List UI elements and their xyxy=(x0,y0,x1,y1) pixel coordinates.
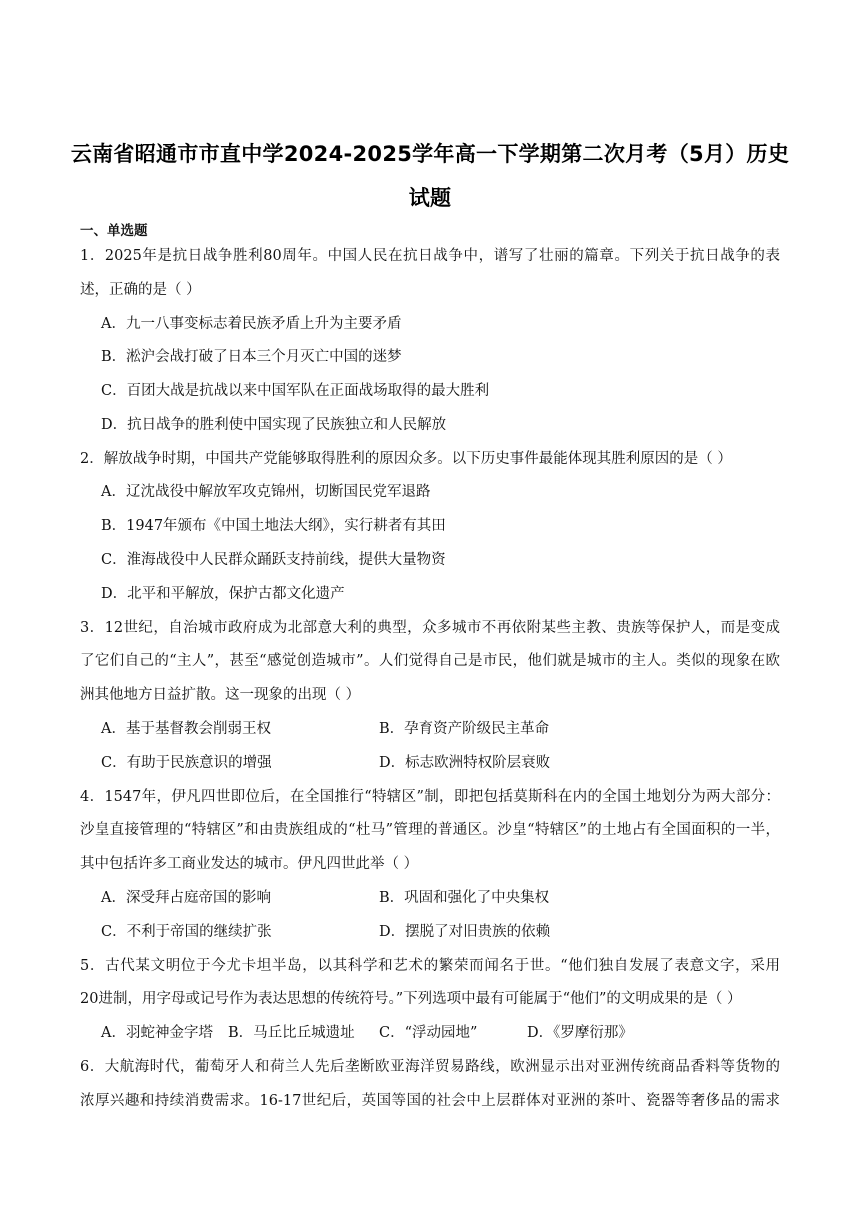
q1-option-c: C．百团大战是抗战以来中国军队在正面战场取得的最大胜利 xyxy=(101,383,490,399)
q5-stem-line-1: 5．古代某文明位于今尤卡坦半岛，以其科学和艺术的繁荣而闻名于世。“他们独自发展了表意文字，采用 xyxy=(80,958,780,974)
q5-option-b: B．马丘比丘城遗址 xyxy=(228,1025,355,1041)
q2-option-b: B．1947年颁布《中国土地法大纲》，实行耕者有其田 xyxy=(101,518,446,534)
q5-stem-line-2: 20进制，用字母或记号作为表达思想的传统符号。”下列选项中最有可能属于“他们”的文明成果的是（ ） xyxy=(80,991,742,1007)
q3-stem-line-1: 3．12世纪，自治城市政府成为北部意大利的典型，众多城市不再依附某些主教、贵族等保护人，而是变成 xyxy=(80,620,781,636)
q4-option-c: C．不利于帝国的继续扩张 xyxy=(101,924,272,940)
q4-option-a: A．深受拜占庭帝国的影响 xyxy=(101,890,271,906)
q1-stem-line-1: 1．2025年是抗日战争胜利80周年。中国人民在抗日战争中，谱写了壮丽的篇章。下列关于抗日战争的表 xyxy=(80,248,780,264)
q1-stem-line-2: 述，正确的是（ ） xyxy=(80,282,201,298)
q2-option-d: D．北平和平解放，保护古都文化遗产 xyxy=(101,586,345,602)
q6-stem-line-1: 6．大航海时代，葡萄牙人和荷兰人先后垄断欧亚海洋贸易路线，欧洲显示出对亚洲传统商品香料等货物的 xyxy=(80,1059,780,1075)
q3-option-d: D．标志欧洲特权阶层衰败 xyxy=(379,755,551,771)
q4-option-d: D．摆脱了对旧贵族的依赖 xyxy=(379,924,551,940)
q1-option-a: A．九一八事变标志着民族矛盾上升为主要矛盾 xyxy=(101,316,402,332)
q5-option-d: D．《罗摩衍那》 xyxy=(527,1025,633,1041)
q6-stem-line-2: 浓厚兴趣和持续消费需求。16-17世纪后，英国等国的社会中上层群体对亚洲的茶叶、瓷器等奢侈品的需求 xyxy=(80,1093,780,1109)
q3-option-c: C．有助于民族意识的增强 xyxy=(101,755,272,771)
q4-stem-line-1: 4．1547年，伊凡四世即位后，在全国推行“特辖区”制，即把包括莫斯科在内的全国土地划分为两大部分： xyxy=(80,789,780,805)
q2-option-a: A．辽沈战役中解放军攻克锦州，切断国民党军退路 xyxy=(101,484,431,500)
exam-title-line-1: 云南省昭通市市直中学2024-2025学年高一下学期第二次月考（5月）历史 xyxy=(70,142,790,166)
q4-stem-line-3: 其中包括许多工商业发达的城市。伊凡四世此举（ ） xyxy=(80,856,419,872)
q4-stem-line-2: 沙皇直接管理的“特辖区”和由贵族组成的“杜马”管理的普通区。沙皇“特辖区”的土地占有全国面积的一半， xyxy=(80,822,780,838)
q4-option-b: B．巩固和强化了中央集权 xyxy=(379,890,550,906)
q1-option-b: B．淞沪会战打破了日本三个月灭亡中国的迷梦 xyxy=(101,349,402,365)
q2-option-c: C．淮海战役中人民群众踊跃支持前线，提供大量物资 xyxy=(101,552,446,568)
section-heading: 一、单选题 xyxy=(80,223,148,239)
q2-stem-line-1: 2．解放战争时期，中国共产党能够取得胜利的原因众多。以下历史事件最能体现其胜利原因的是（ ） xyxy=(80,451,732,467)
q5-option-a: A．羽蛇神金字塔 xyxy=(101,1025,213,1041)
q3-stem-line-2: 了它们自己的“主人”，甚至“感觉创造城市”。人们觉得自己是市民，他们就是城市的主人。类似的现象在欧 xyxy=(80,653,780,669)
q3-option-b: B．孕育资产阶级民主革命 xyxy=(379,721,550,737)
q1-option-d: D．抗日战争的胜利使中国实现了民族独立和人民解放 xyxy=(101,417,447,433)
q5-option-c: C．“浮动园地” xyxy=(379,1025,478,1041)
exam-title-line-2: 试题 xyxy=(408,186,452,210)
q3-stem-line-3: 洲其他地方日益扩散。这一现象的出现（ ） xyxy=(80,687,361,703)
q3-option-a: A．基于基督教会削弱王权 xyxy=(101,721,271,737)
